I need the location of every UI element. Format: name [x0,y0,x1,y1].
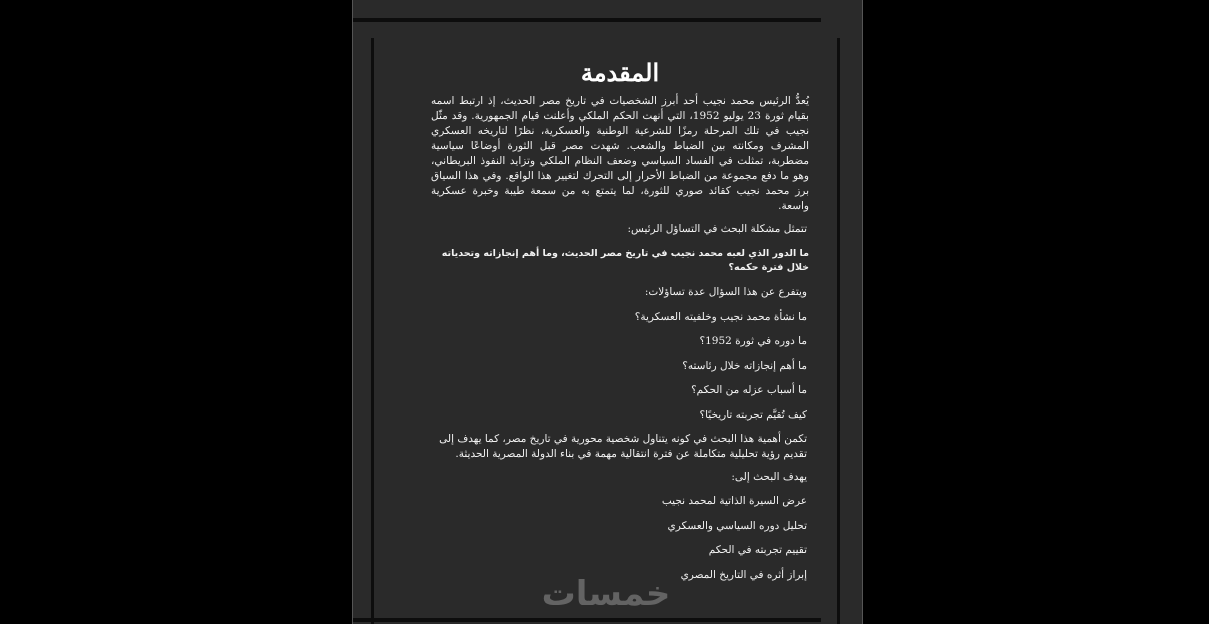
list-item: كيف تُقيَّم تجربته تاريخيًا؟ [699,408,807,421]
list-item: ما نشأة محمد نجيب وخلفيته العسكرية؟ [634,310,807,323]
document-page [352,0,863,624]
list-item: إبراز أثره في التاريخ المصري [680,568,807,581]
page-title: المقدمة [580,58,660,87]
aims-heading: يهدف البحث إلى: [731,471,807,483]
page-right-border [837,38,840,624]
importance-paragraph: تكمن أهمية هذا البحث في كونه يتناول شخصية محورية في تاريخ مصر، كما يهدف إلى تقديم رؤية تحليلية متكاملة عن فترة انتقالية مهمة في بناء الدولة المصرية الحديثة. [439,433,807,460]
page-bottom-border [353,618,821,622]
list-item: تحليل دوره السياسي والعسكري [667,519,807,532]
list-item: ما أهم إنجازاته خلال رئاسته؟ [682,359,807,372]
list-item: عرض السيرة الذاتية لمحمد نجيب [661,495,807,507]
main-question: ما الدور الذي لعبه محمد نجيب في تاريخ مصر الحديث، وما أهم إنجازاته وتحدياته خلال فترة حكمه؟ [441,248,809,273]
page-top-border [353,18,821,22]
intro-paragraph: يُعدُّ الرئيس محمد نجيب أحد أبرز الشخصيات في تاريخ مصر الحديث، إذ ارتبط اسمه بقيام ثورة 23 يوليو 1952، التي أنهت الحكم الملكي وأعلنت قيام الجمهورية. وقد مثّل نجيب في تلك المرحلة رمزًا للشرعية الوطنية والعسكرية، نظرًا لتاريخه العسكري المشرف ومكانته بين الضباط والشعب. شهدت مصر قبل الثورة أوضاعًا سياسية مضطربة، تمثلت في الفساد السياسي وضعف النظام الملكي وتزايد النفوذ البريطاني، وهو ما دفع مجموعة من الضباط الأحرار إلى التحرك لتغيير هذا الواقع. وفي هذا السياق برز محمد نجيب كقائد صوري للثورة، لما يتمتع به من سمعة طيبة وخبرة عسكرية واسعة. [431,95,809,212]
list-item: ما أسباب عزله من الحكم؟ [691,384,807,396]
page-content [431,58,809,592]
sub-questions-list [431,285,809,432]
page-left-border [371,38,374,624]
sub-questions-heading: ويتفرع عن هذا السؤال عدة تساؤلات: [644,286,807,298]
problem-heading: تتمثل مشكلة البحث في التساؤل الرئيس: [627,223,807,235]
list-item: ما دوره في ثورة 1952؟ [699,335,807,347]
list-item: تقييم تجربته في الحكم [708,544,807,556]
watermark-logo: خمسات [541,574,671,614]
